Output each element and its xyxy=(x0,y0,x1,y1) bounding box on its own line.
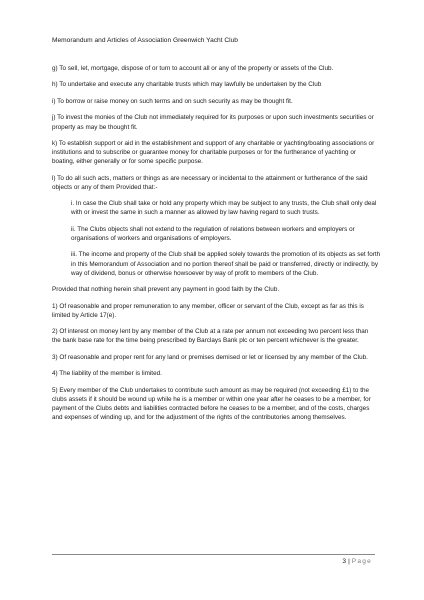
clause-l: l) To do all such acts, matters or things as are necessary or incidental to the attainment or furtherance of the said objects or any of them Provided that:- xyxy=(52,174,368,191)
page-header: Memorandum and Articles of Association Greenwich Yacht Club xyxy=(52,37,238,44)
numbered-item-4: 4) The liability of the member is limited. xyxy=(52,370,162,378)
clause-j: j) To invest the monies of the Club not immediately required for its purposes or upon such investments securities or property as may be thought fit. xyxy=(52,114,374,131)
proviso-ii: ii. The Clubs objects shall not extend to the regulation of relations between workers and employers or organisations of workers and organisations of employers. xyxy=(71,225,355,242)
page-label: Page xyxy=(351,558,372,565)
page-footer xyxy=(342,558,372,566)
numbered-item-1: 1) Of reasonable and proper remuneration to any member, officer or servant of the Club, except as far as this is limited by Article 17(e). xyxy=(52,302,364,319)
clause-h: h) To undertake and execute any charitable trusts which may lawfully be undertaken by the Club xyxy=(52,81,322,89)
page-number: 3 xyxy=(342,558,347,565)
provided-statement: Provided that nothing herein shall prevent any payment in good faith by the Club. xyxy=(52,286,280,294)
proviso-iii: iii. The income and property of the Club shall be applied solely towards the promotion of its objects as set forth in this Memorandum of Association and no portion thereof shall be paid or transferred, directly or indirectly, by way of dividend, bonus or otherwise howsoever by way of profit to members of the Club. xyxy=(71,251,381,277)
numbered-item-2: 2) Of interest on money lent by any member of the Club at a rate per annum not exceeding two percent less than the bank base rate for the time being prescribed by Barclays Bank plc or ten percent whichever is the greater. xyxy=(52,328,369,345)
clause-i: i) To borrow or raise money on such terms and on such security as may be thought fit. xyxy=(52,97,293,105)
clause-k: k) To establish support or aid in the establishment and support of any charitable or yachting/boating associations or institutions and to subscribe or guarantee money for charitable purposes or for the furtherance of yachting or boating, either generally or for some specific purpose. xyxy=(52,140,375,166)
clause-g: g) To sell, let, mortgage, dispose of or turn to account all or any of the property or assets of the Club. xyxy=(52,65,334,72)
page-content xyxy=(52,64,381,429)
numbered-item-5: 5) Every member of the Club undertakes to contribute such amount as may be required (not exceeding £1) to the clubs assets if it should be wound up while he is a member or within one year after he ceases to be a member, for payment of the Clubs debts and liabilities contracted before he ceases to be a member, and of the costs, charges and expenses of winding up, and for the adjustment of the rights of the contributories among themselves. xyxy=(52,386,371,421)
footer-rule xyxy=(52,554,375,555)
numbered-item-3: 3) Of reasonable and proper rent for any land or premises demised or let or licensed by any member of the Club. xyxy=(52,353,368,361)
proviso-i: i. In case the Club shall take or hold any property which may be subject to any trusts, the Club shall only deal with or invest the same in such a manner as allowed by law having regard to such trusts. xyxy=(71,200,377,217)
footer-separator: | xyxy=(348,558,350,565)
